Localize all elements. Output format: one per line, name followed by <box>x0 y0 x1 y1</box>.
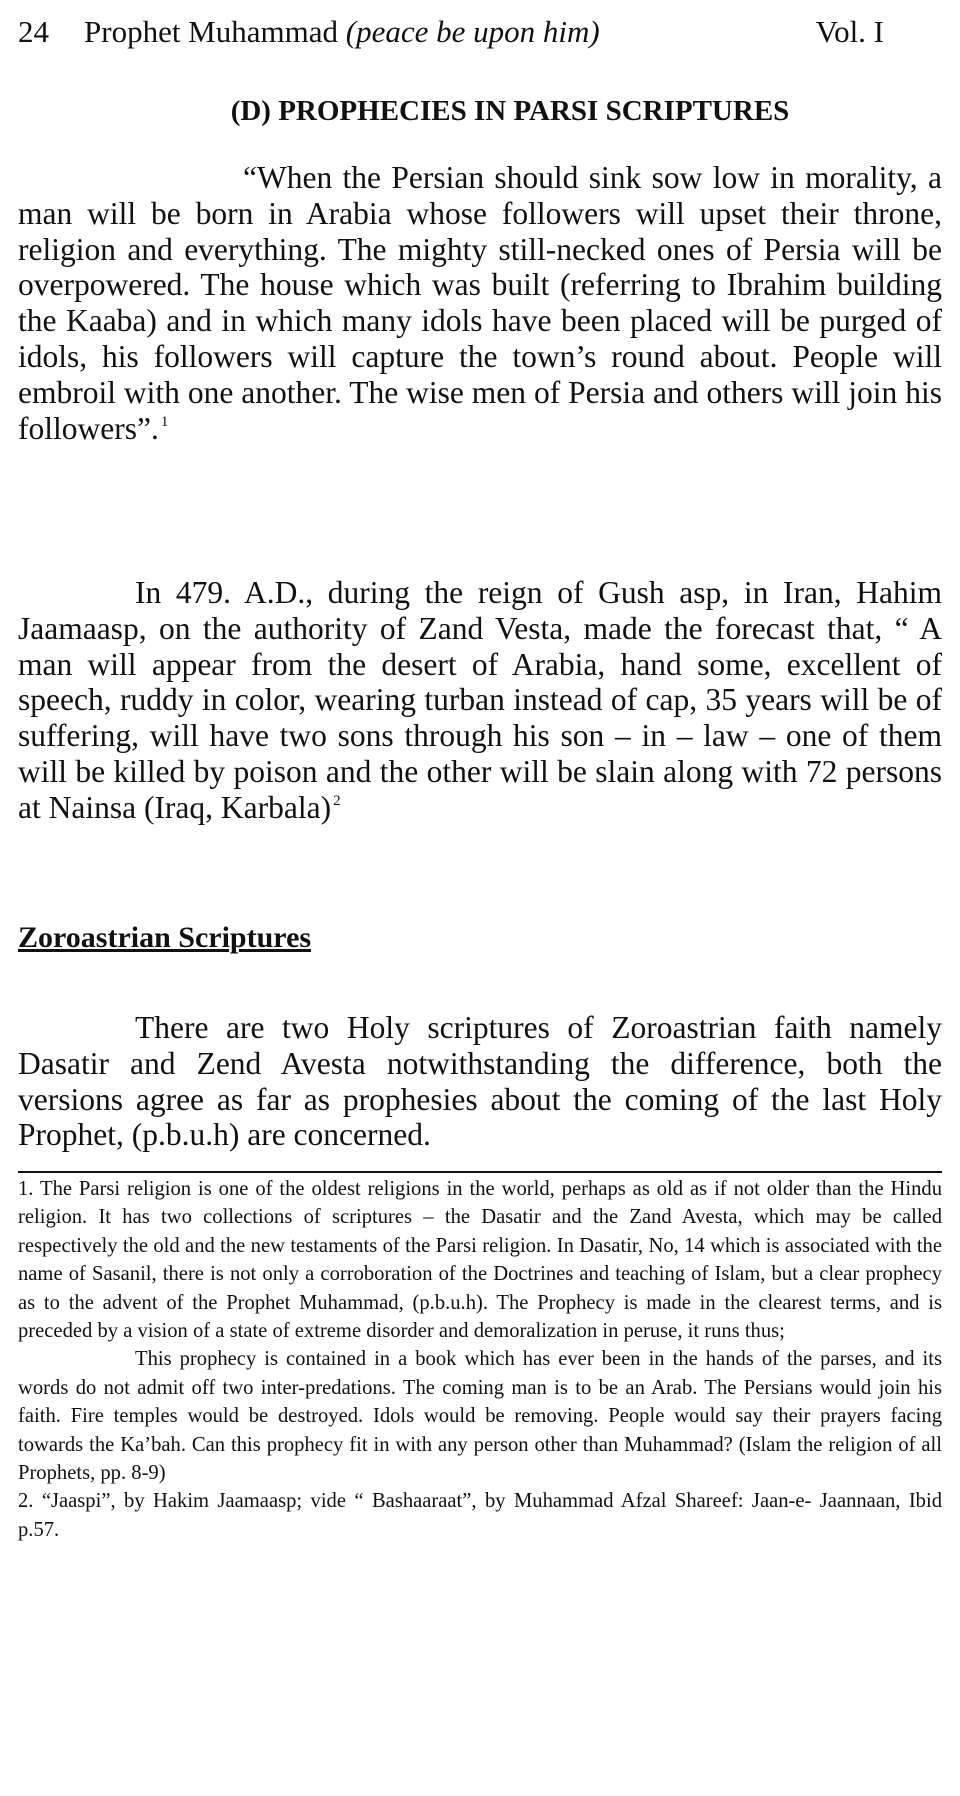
paragraph1-text: “When the Persian should sink sow low in morality, a man will be born in Arabia whose followers will upset their throne, religion and everything. The mighty still-necked ones of Persia will be overpowered. The house which was built (referring to Ibrahim building the Kaaba) and in which many idols have been placed will be purged of idols, his followers will capture the town’s round about. People will embroil with one another. The wise men of Persia and others will join his followers”. <box>18 160 942 446</box>
paragraph2-text: In 479. A.D., during the reign of Gush asp, in Iran, Hahim Jaamaasp, on the authority of Zand Vesta, made the forecast that, “ A man will appear from the desert of Arabia, hand some, excellent of speech, ruddy in color, wearing turban instead of cap, 35 years will be of suffering, will have two sons through his son – in – law – one of them will be killed by poison and the other will be slain along with 72 persons at Nainsa (Iraq, Karbala) <box>18 575 942 825</box>
footnote-ref-2: 2 <box>333 792 341 809</box>
paragraph-jaamaasp-forecast <box>18 575 942 826</box>
subheading-zoroastrian: Zoroastrian Scriptures <box>18 921 312 954</box>
page-number: 24 <box>18 14 49 49</box>
footnote-2: 2. “Jaaspi”, by Hakim Jaamaasp; vide “ Bashaaraat”, by Muhammad Afzal Shareef: Jaan-e- Jaannaan, Ibid p.57. <box>18 1490 942 1541</box>
footnote-divider <box>18 1171 942 1173</box>
running-title <box>84 12 600 52</box>
paragraph-zoroastrian-scriptures: There are two Holy scriptures of Zoroastrian faith namely Dasatir and Zend Avesta notwithstanding the difference, both the versions agree as far as prophesies about the coming of the last Holy Prophet, (p.b.u.h) are concerned. <box>18 1010 942 1153</box>
volume-label: Vol. I <box>815 14 884 49</box>
running-header <box>18 12 942 52</box>
footnotes <box>18 1175 942 1544</box>
footnote-ref-1: 1 <box>160 413 169 430</box>
footnote-1-part-a: 1. The Parsi religion is one of the oldest religions in the world, perhaps as old as if not older than the Hindu religion. It has two collections of scriptures – the Dasatir and the Zand Avesta, which may be called respectively the old and the new testaments of the Parsi religion. In Dasatir, No, 14 which is associated with the name of Sasanil, there is not only a corroboration of the Doctrines and teaching of Islam, but a clear prophecy as to the advent of the Prophet Muhammad, (p.b.u.h). The Prophecy is made in the clearest terms, and is preceded by a vision of a state of extreme disorder and demoralization in peruse, it runs thus; <box>18 1178 942 1343</box>
running-title-italic: (peace be upon him) <box>345 14 600 49</box>
section-title: (D) PROPHECIES IN PARSI SCRIPTURES <box>230 95 790 127</box>
running-title-main: Prophet Muhammad <box>84 14 338 49</box>
footnote-1-part-b: This prophecy is contained in a book which has ever been in the hands of the parses, and its words do not admit off two inter-predations. The coming man is to be an Arab. The Persians would join his faith. Fire temples would be destroyed. Idols would be removing. People would say their prayers facing towards the Ka’bah. Can this prophecy fit in with any person other than Muhammad? (Islam the religion of all Prophets, pp. 8-9) <box>18 1348 942 1485</box>
paragraph-prophecy-quote <box>18 160 942 446</box>
